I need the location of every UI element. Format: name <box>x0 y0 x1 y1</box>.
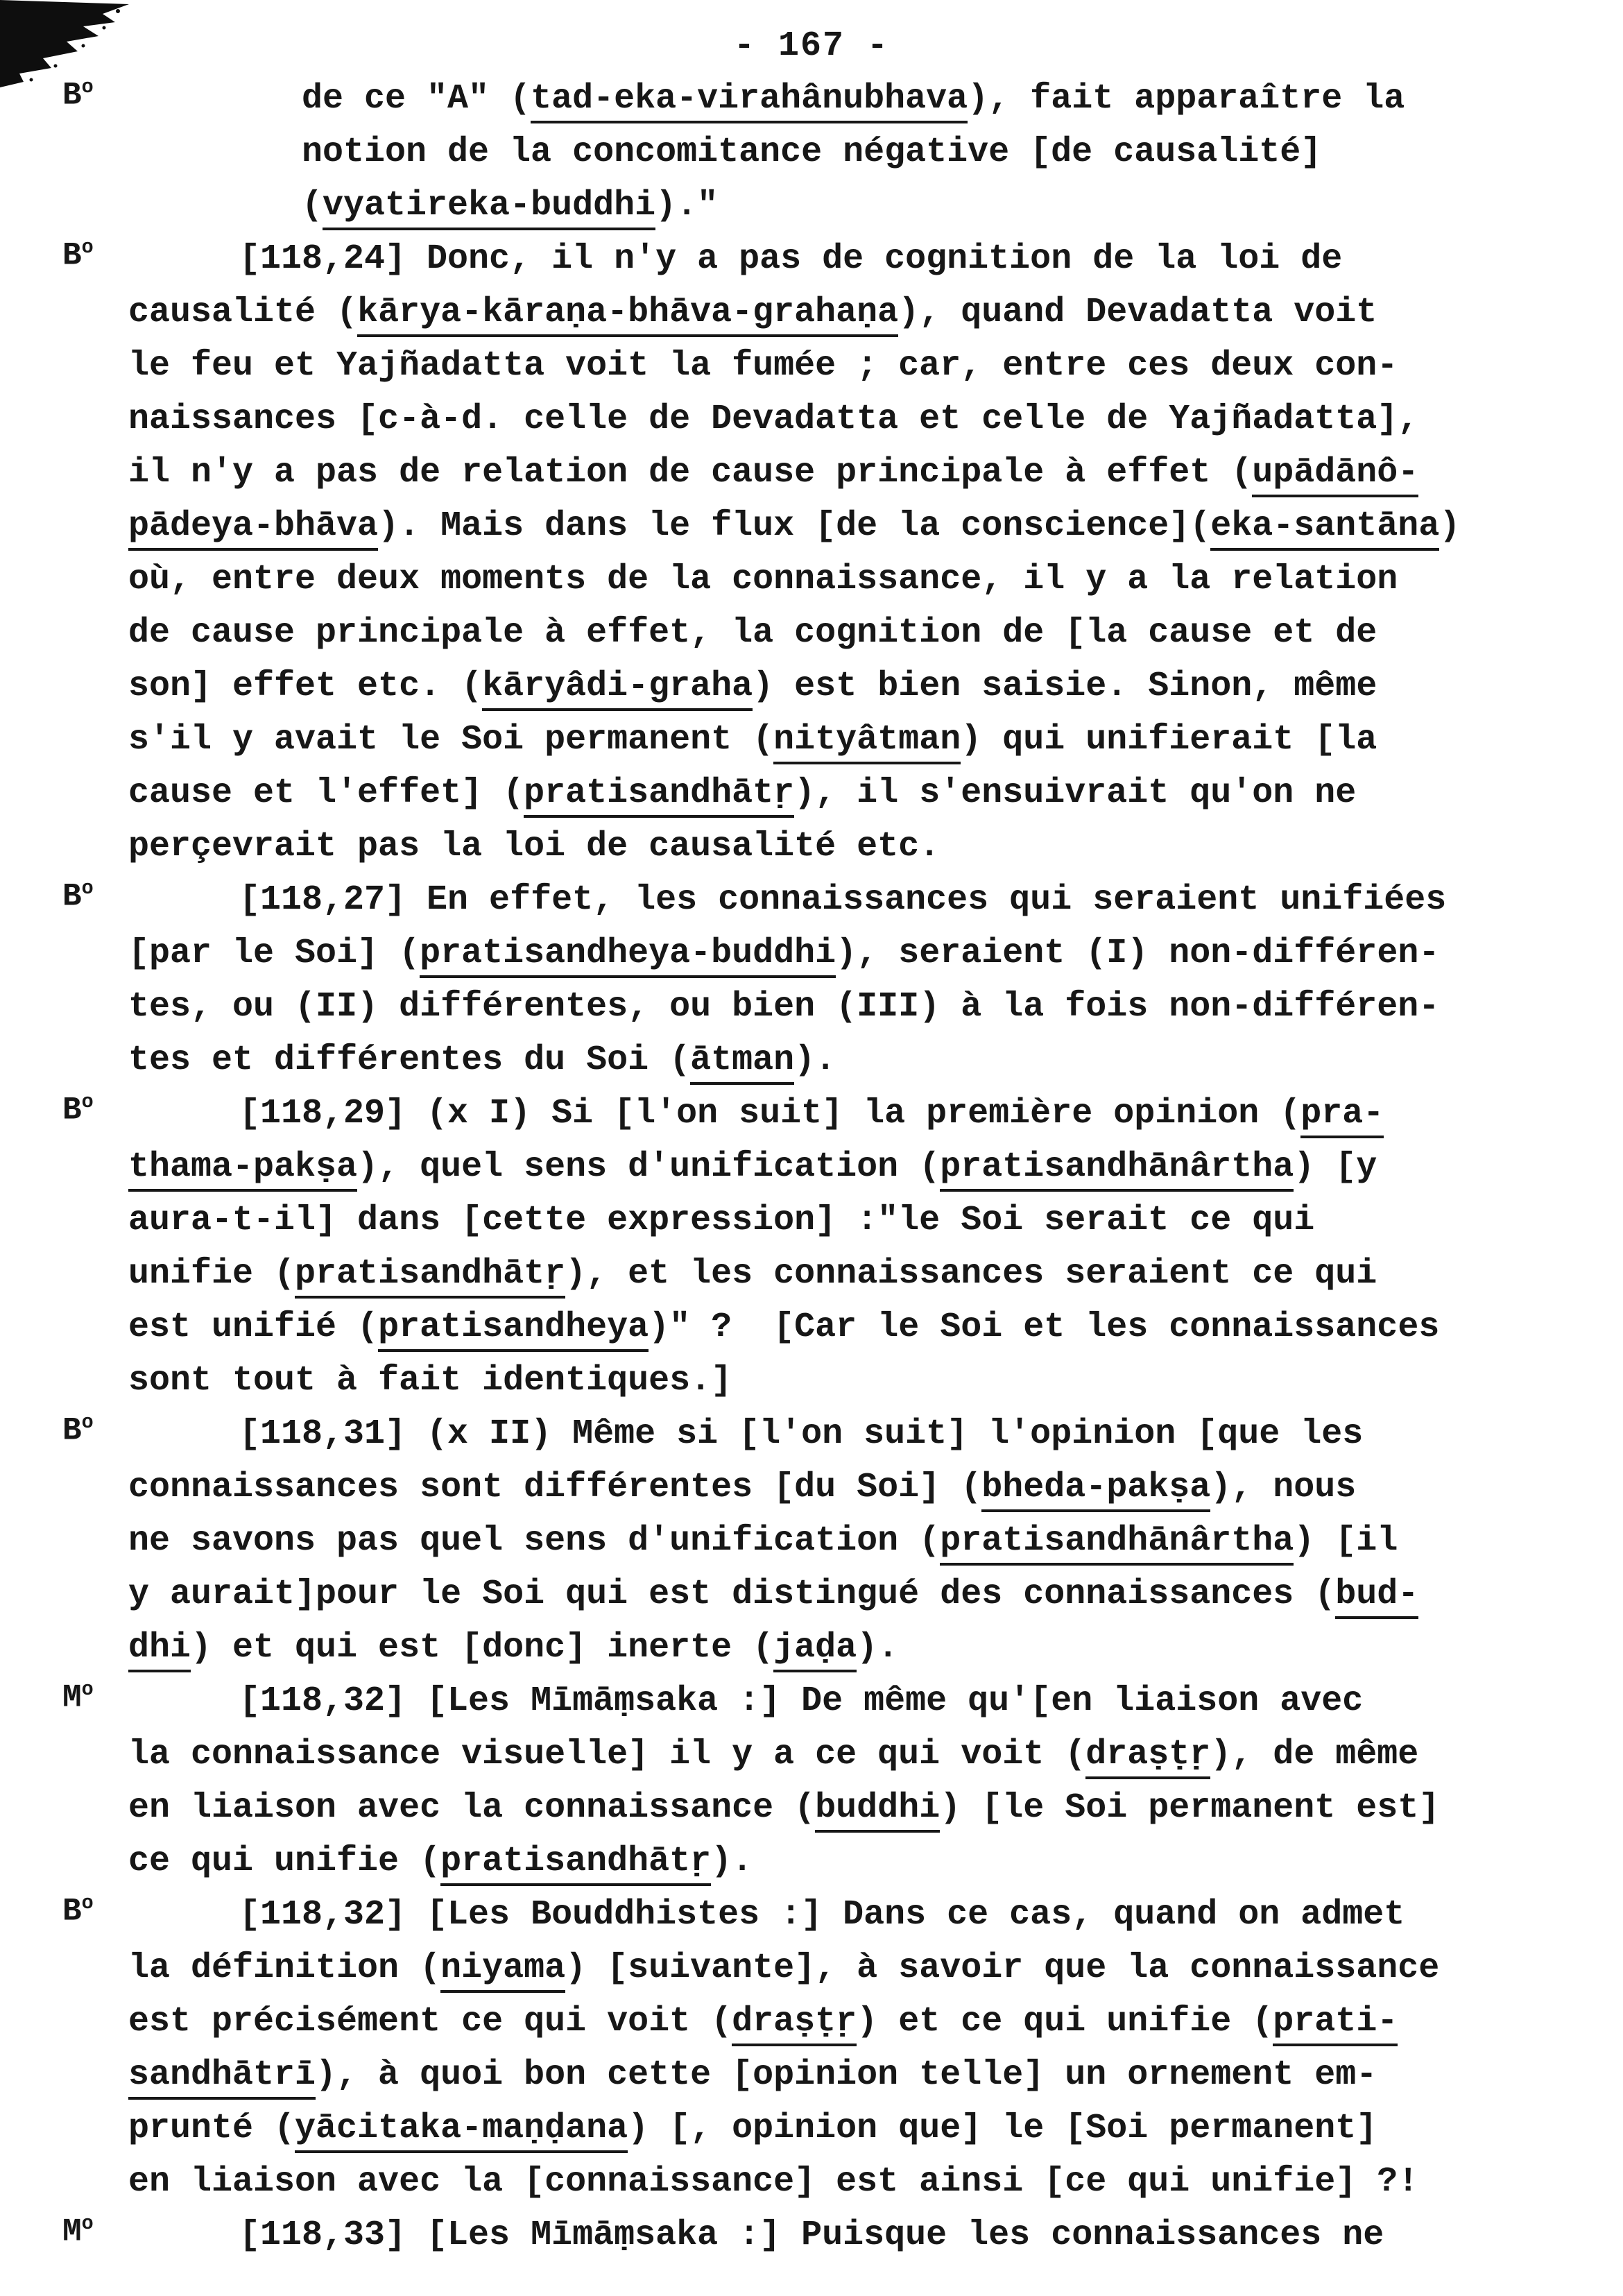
underlined-term: upādānô- <box>1252 453 1418 497</box>
text-run: tes, ou (II) différentes, ou bien (III) à la fois non-différen- <box>128 987 1440 1027</box>
text-line <box>128 1621 1547 1674</box>
text-run: ), quand Devadatta voit <box>898 293 1377 332</box>
text-run: s'il y avait le Soi permanent ( <box>128 720 774 760</box>
text-line <box>128 1781 1547 1835</box>
text-run: la connaissance visuelle] il y a ce qui voit ( <box>128 1735 1086 1774</box>
text-line <box>128 1674 1547 1728</box>
text-run: unifie ( <box>128 1254 295 1294</box>
text-run: ), de même <box>1210 1735 1419 1774</box>
margin-marker <box>62 236 94 274</box>
text-run: ). <box>711 1842 753 1881</box>
text-line <box>128 1301 1547 1354</box>
text-line <box>128 1194 1547 1247</box>
text-run: ). <box>857 1628 899 1668</box>
text-line <box>128 1514 1547 1568</box>
text-run: ) est bien saisie. Sinon, même <box>753 667 1377 706</box>
text-run: son] effet etc. ( <box>128 667 483 706</box>
text-run: [118,31] (x II) Même si [l'on suit] l'opinion [que les <box>239 1414 1364 1454</box>
text-line <box>128 1942 1547 1995</box>
text-line <box>128 1407 1547 1461</box>
margin-marker <box>62 1411 94 1449</box>
text-run: ce qui unifie ( <box>128 1842 441 1881</box>
text-line <box>128 1888 1547 1942</box>
text-line <box>128 232 1547 286</box>
text-run: la définition ( <box>128 1948 441 1988</box>
underlined-term: kārya-kāraṇa-bhāva-grahaṇa <box>357 293 898 337</box>
margin-marker <box>62 877 94 915</box>
text-line <box>128 126 1547 179</box>
text-line <box>128 606 1547 660</box>
text-run: ) [il <box>1294 1521 1398 1561</box>
underlined-term: thama-pakṣa <box>128 1147 357 1192</box>
text-line <box>128 820 1547 873</box>
underlined-term: nityâtman <box>773 720 961 764</box>
text-run: ). Mais dans le flux [de la conscience]( <box>378 506 1211 546</box>
underlined-term: bheda-pakṣa <box>981 1468 1210 1512</box>
text-run: ) [y <box>1294 1147 1377 1187</box>
text-line <box>128 1995 1547 2048</box>
underlined-term: eka-santāna <box>1210 506 1439 551</box>
text-run: ), et les connaissances seraient ce qui <box>565 1254 1377 1294</box>
text-run: ). <box>794 1040 836 1080</box>
text-run: est précisément ce qui voit ( <box>128 2002 732 2041</box>
text-line <box>128 1140 1547 1194</box>
text-line <box>128 2155 1547 2209</box>
paragraph <box>62 1407 1547 1674</box>
text-run: ), il s'ensuivrait qu'on ne <box>794 773 1357 813</box>
text-run: perçevrait pas la loi de causalité etc. <box>128 827 941 866</box>
underlined-term: pādeya-bhāva <box>128 506 378 551</box>
underlined-term: pratisandhānârtha <box>940 1147 1294 1192</box>
text-line <box>128 1568 1547 1621</box>
underlined-term: pratisandhātṛ <box>295 1254 565 1299</box>
underlined-term: draṣṭṛ <box>732 2002 857 2046</box>
text-run: [par le Soi] ( <box>128 934 420 973</box>
paragraph <box>62 1674 1547 1888</box>
text-run: notion de la concomitance négative [de causalité] <box>302 132 1322 172</box>
text-line <box>128 1034 1547 1087</box>
underlined-term: tad-eka-virahânubhava <box>531 79 968 123</box>
paragraph <box>62 232 1547 873</box>
text-run: est unifié ( <box>128 1308 379 1347</box>
text-run: tes et différentes du Soi ( <box>128 1040 691 1080</box>
text-run: )" ? [Car le Soi et les connaissances <box>649 1308 1440 1347</box>
margin-marker-letter: B <box>62 77 82 114</box>
margin-marker-degree: o <box>81 236 94 259</box>
text-run: où, entre deux moments de la connaissance, il y a la relation <box>128 560 1398 599</box>
text-run: [118,24] Donc, il n'y a pas de cognition de la loi de <box>239 239 1343 279</box>
text-line <box>128 2102 1547 2155</box>
text-run: ) <box>1439 506 1461 546</box>
paragraph <box>62 873 1547 1087</box>
text-run: [118,33] [Les Mīmāṃsaka :] Puisque les connaissances ne <box>239 2216 1384 2255</box>
text-run: de ce "A" ( <box>302 79 531 119</box>
text-line <box>128 2048 1547 2102</box>
text-run: prunté ( <box>128 2109 295 2148</box>
text-run: aura-t-il] dans [cette expression] :"le Soi serait ce qui <box>128 1201 1315 1240</box>
text-run: [118,32] [Les Bouddhistes :] Dans ce cas, quand on admet <box>239 1895 1405 1935</box>
text-run: ne savons pas quel sens d'unification ( <box>128 1521 941 1561</box>
margin-marker-degree: o <box>81 2212 94 2235</box>
text-line <box>128 980 1547 1034</box>
underlined-term: pratisandheya <box>378 1308 649 1352</box>
margin-marker <box>62 2212 94 2250</box>
text-line <box>128 393 1547 446</box>
text-line <box>128 1728 1547 1781</box>
text-run: [118,32] [Les Mīmāṃsaka :] De même qu'[en liaison avec <box>239 1681 1364 1721</box>
underlined-term: sandhātrī <box>128 2055 316 2100</box>
text-line <box>128 713 1547 766</box>
text-line <box>128 339 1547 393</box>
margin-marker <box>62 1678 94 1716</box>
text-run: [118,29] (x I) Si [l'on suit] la première opinion ( <box>239 1094 1301 1133</box>
margin-marker <box>62 76 94 114</box>
margin-marker-letter: B <box>62 1092 82 1129</box>
underlined-term: ātman <box>690 1040 794 1085</box>
margin-marker-degree: o <box>81 1411 94 1434</box>
text-run: le feu et Yajñadatta voit la fumée ; car, entre ces deux con- <box>128 346 1398 386</box>
text-run: ) et qui est [donc] inerte ( <box>191 1628 774 1668</box>
underlined-term: pratisandheya-buddhi <box>420 934 836 978</box>
underlined-term: niyama <box>440 1948 565 1993</box>
paragraph <box>62 72 1547 232</box>
text-line <box>128 72 1547 126</box>
text-line <box>128 499 1547 553</box>
text-run: ) [, opinion que] le [Soi permanent] <box>628 2109 1377 2148</box>
text-line <box>128 1087 1547 1140</box>
paragraph <box>62 1888 1547 2209</box>
paragraph <box>62 1087 1547 1407</box>
text-run: causalité ( <box>128 293 358 332</box>
margin-marker-letter: M <box>62 1679 82 1716</box>
text-run: ), fait apparaître la <box>968 79 1405 119</box>
text-run: y aurait]pour le Soi qui est distingué des connaissances ( <box>128 1575 1336 1614</box>
text-line <box>128 1835 1547 1888</box>
text-body <box>62 72 1547 2262</box>
text-run: il n'y a pas de relation de cause principale à effet ( <box>128 453 1253 492</box>
text-run: en liaison avec la [connaissance] est ainsi [ce qui unifie] ?! <box>128 2162 1419 2202</box>
underlined-term: yācitaka-maṇḍana <box>295 2109 628 2153</box>
text-run: ) et ce qui unifie ( <box>857 2002 1273 2041</box>
margin-marker-letter: B <box>62 1412 82 1449</box>
underlined-term: buddhi <box>815 1788 940 1833</box>
text-run: )." <box>655 186 719 225</box>
underlined-term: dhi <box>128 1628 191 1672</box>
underlined-term: prati- <box>1273 2002 1398 2046</box>
underlined-term: pratisandhātṛ <box>524 773 794 818</box>
margin-marker <box>62 1090 94 1129</box>
text-run: connaissances sont différentes [du Soi] ( <box>128 1468 982 1507</box>
underlined-term: bud- <box>1335 1575 1418 1619</box>
text-run: [118,27] En effet, les connaissances qui seraient unifiées <box>239 880 1447 920</box>
text-line <box>128 179 1547 232</box>
margin-marker-letter: B <box>62 878 82 915</box>
text-run: ( <box>302 186 323 225</box>
text-run: sont tout à fait identiques.] <box>128 1361 732 1400</box>
text-line <box>128 553 1547 606</box>
text-run: naissances [c-à-d. celle de Devadatta et celle de Yajñadatta], <box>128 400 1419 439</box>
text-line <box>128 873 1547 927</box>
underlined-term: pratisandhānârtha <box>940 1521 1294 1566</box>
text-run: ) [suivante], à savoir que la connaissance <box>565 1948 1440 1988</box>
text-line <box>128 766 1547 820</box>
paragraph <box>62 2209 1547 2262</box>
margin-marker-degree: o <box>81 877 94 900</box>
page-number: - 167 - <box>733 26 890 66</box>
text-line <box>128 2209 1547 2262</box>
underlined-term: vyatireka-buddhi <box>323 186 655 230</box>
underlined-term: jaḍa <box>773 1628 857 1672</box>
text-run: ) [le Soi permanent est] <box>940 1788 1440 1828</box>
text-run: ), nous <box>1210 1468 1357 1507</box>
text-line <box>128 1354 1547 1407</box>
text-line <box>128 927 1547 980</box>
text-run: en liaison avec la connaissance ( <box>128 1788 816 1828</box>
margin-marker-degree: o <box>81 1892 94 1914</box>
text-run: ) qui unifierait [la <box>961 720 1377 760</box>
text-run: cause et l'effet] ( <box>128 773 524 813</box>
margin-marker-degree: o <box>81 76 94 98</box>
text-run: ), quel sens d'unification ( <box>357 1147 941 1187</box>
text-run: ), à quoi bon cette [opinion telle] un ornement em- <box>316 2055 1377 2095</box>
text-line <box>128 1247 1547 1301</box>
underlined-term: pratisandhātṛ <box>440 1842 711 1886</box>
margin-marker-degree: o <box>81 1678 94 1701</box>
text-run: de cause principale à effet, la cognition de [la cause et de <box>128 613 1377 653</box>
underlined-term: pra- <box>1300 1094 1384 1138</box>
text-line <box>128 1461 1547 1514</box>
text-line <box>128 286 1547 339</box>
margin-marker-letter: B <box>62 237 82 274</box>
text-line <box>128 660 1547 713</box>
margin-marker-letter: B <box>62 1893 82 1930</box>
text-run: ), seraient (I) non-différen- <box>836 934 1440 973</box>
text-line <box>128 446 1547 499</box>
underlined-term: kāryâdi-graha <box>482 667 753 711</box>
margin-marker-letter: M <box>62 2213 82 2250</box>
margin-marker-degree: o <box>81 1090 94 1113</box>
margin-marker <box>62 1892 94 1930</box>
underlined-term: draṣṭṛ <box>1085 1735 1210 1779</box>
